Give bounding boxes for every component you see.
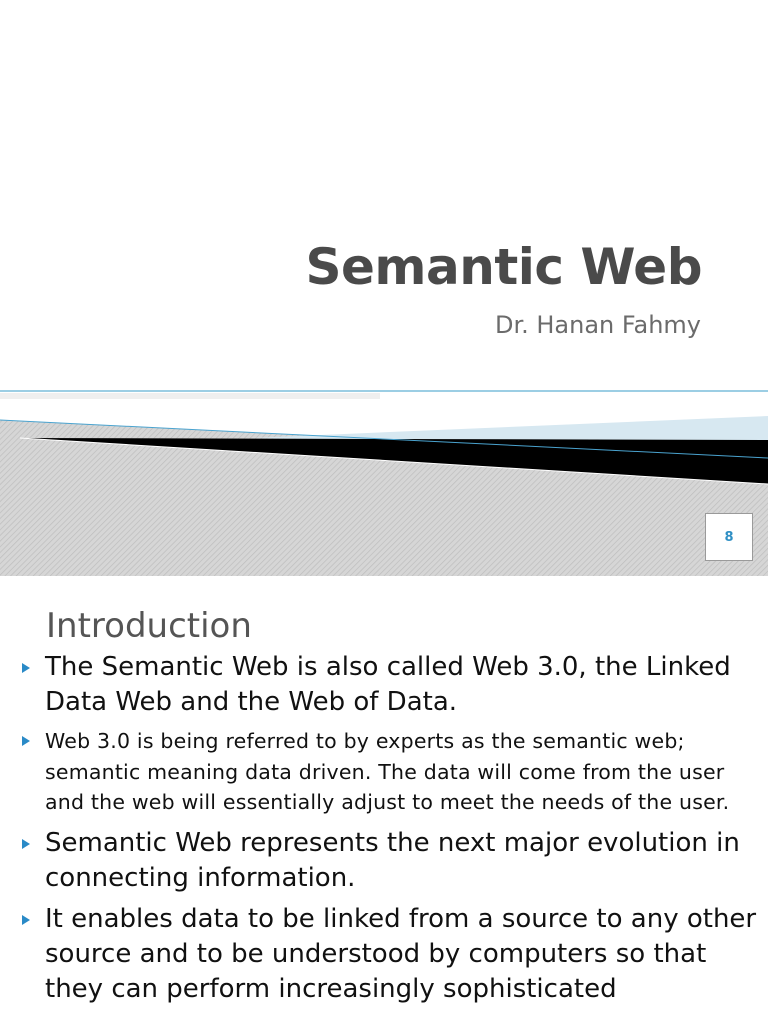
bullet-text: Web 3.0 is being referred to by experts as the semantic web; semantic meaning data driven. The data will come from the user and the web will essentially adjust to meet the needs of the user. xyxy=(45,729,730,814)
bullet-item xyxy=(0,650,768,720)
bullet-list xyxy=(0,650,768,1013)
presentation-title: Semantic Web xyxy=(305,238,702,296)
bullet-text: The Semantic Web is also called Web 3.0, the Linked Data Web and the Web of Data. xyxy=(45,652,731,717)
triangle-bullet-icon xyxy=(22,663,30,673)
bullet-text: Semantic Web represents the next major evolution in connecting information. xyxy=(45,827,740,893)
decorative-banner-graphic xyxy=(0,388,768,576)
triangle-bullet-icon xyxy=(22,915,30,925)
triangle-bullet-icon xyxy=(22,736,30,746)
bullet-item xyxy=(0,826,768,896)
presentation-author: Dr. Hanan Fahmy xyxy=(494,311,701,339)
bullet-item xyxy=(0,726,768,818)
slide-number-badge: 8 xyxy=(705,513,753,561)
section-heading: Introduction xyxy=(46,606,252,646)
triangle-bullet-icon xyxy=(22,839,30,849)
bullet-text: It enables data to be linked from a source to any other source and to be understood by computers so that they can perform increasingly sophisticated xyxy=(45,903,757,1004)
bullet-item xyxy=(0,902,768,1007)
introduction-slide xyxy=(0,576,768,1024)
